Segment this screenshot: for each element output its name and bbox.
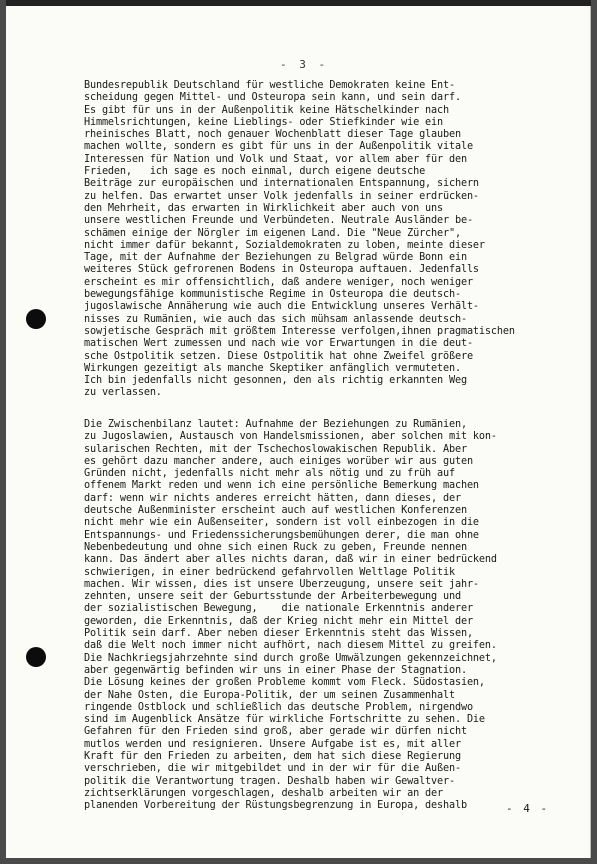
text-line: Politik sein darf. Aber neben dieser Erkenntnis steht das Wissen,	[84, 628, 473, 640]
text-line: Kraft für den Frieden zu arbeiten, dem hat sich diese Regierung	[84, 751, 461, 763]
paragraph-1	[84, 80, 574, 400]
text-line: darf: wenn wir nichts anderes erreicht hätten, dann dieses, der	[84, 492, 461, 504]
text-line: Tage, mit der Aufnahme der Beziehungen zu Belgrad würde Bonn ein	[84, 252, 467, 264]
text-line: Ich bin jedenfalls nicht gesonnen, den als richtig erkannten Weg	[84, 375, 467, 387]
text-line: machen. Wir wissen, dies ist unsere Überzeugung, unsere seit jahr-	[84, 578, 479, 590]
text-line: zichtserklärungen vorgeschlagen, deshalb arbeiten wir an der	[84, 787, 444, 799]
text-line: sche Ostpolitik setzen. Diese Ostpolitik hat ohne Zweifel größere	[84, 350, 473, 362]
text-line: mutlos werden und resignieren. Unsere Aufgabe ist es, mit aller	[84, 738, 461, 750]
text-line: geworden, die Erkenntnis, daß der Krieg nicht mehr ein Mittel der	[84, 615, 473, 627]
text-line: der Nahe Osten, die Europa-Politik, der um seinen Zusammenhalt	[84, 689, 455, 701]
text-line: Bundesrepublik Deutschland für westliche Demokraten keine Ent-	[84, 80, 455, 91]
text-line: es gehört dazu mancher andere, auch einiges worüber wir aus guten	[84, 455, 473, 467]
text-line: Die Lösung keines der großen Probleme kommt vom Fleck. Südostasien,	[84, 677, 485, 689]
text-line: weiteres Stück gefrorenen Bodens in Osteuropa auftauen. Jedenfalls	[84, 264, 479, 276]
text-line: verschrieben, die wir mitgebildet und in der wir für die Außen-	[84, 763, 461, 775]
text-line: Entspannungs- und Friedenssicherungsbemühungen derer, die man ohne	[84, 529, 479, 541]
text-line: nicht mehr wie ein Außenseiter, sondern ist voll einbezogen in die	[84, 517, 479, 529]
text-line: Himmelsrichtungen, keine Lieblings- oder Stiefkinder wie ein	[84, 116, 444, 128]
text-line: politik die Verantwortung tragen. Deshalb haben wir Gewaltver-	[84, 775, 455, 787]
punch-hole-upper	[26, 309, 46, 329]
text-line: rheinisches Blatt, noch genauer Wochenblatt dieser Tage glauben	[84, 129, 461, 141]
text-line: planenden Vorbereitung der Rüstungsbegrenzung in Europa, deshalb	[84, 800, 467, 812]
text-line: Interessen für Nation und Volk und Staat, vor allem aber für den	[84, 153, 467, 165]
text-line: sind im Augenblick Ansätze für wirkliche Fortschritte zu sehen. Die	[84, 714, 485, 726]
text-line: sularischen Rechten, mit der Tschechoslowakischen Republik. Aber	[84, 443, 467, 455]
text-line: ringende Ostblock und schließlich das deutsche Problem, nirgendwo	[84, 701, 473, 713]
text-line: Gründen nicht, jedenfalls nicht mehr als nötig und zu früh auf	[84, 468, 455, 480]
text-line: Es gibt für uns in der Außenpolitik keine Hätschelkinder nach	[84, 104, 449, 116]
text-line: matischen Wert zumessen und nach wie vor Erwartungen in die deut-	[84, 338, 473, 350]
text-line: jugoslawische Annäherung wie auch die Entwicklung unseres Verhält-	[84, 301, 479, 313]
text-line: Nebenbedeutung und ohne sich einen Ruck zu geben, Freunde nennen	[84, 541, 467, 553]
page-number-top: - 3 -	[280, 58, 329, 71]
text-line: der sozialistischen Bewegung, die nationale Erkenntnis anderer	[84, 603, 473, 615]
text-line: zehnten, unsere seit der Geburtsstunde der Arbeiterbewegung und	[84, 591, 461, 603]
text-line: Die Zwischenbilanz lautet: Aufnahme der Beziehungen zu Rumänien,	[84, 419, 467, 430]
text-line: zu verlassen.	[84, 387, 162, 399]
text-line: Gefahren für den Frieden sind groß, aber gerade wir dürfen nicht	[84, 726, 467, 738]
text-line: schämen einige der Nörgler im eigenen Land. Die "Neue Zürcher",	[84, 227, 461, 239]
text-line: daß die Welt noch immer nicht aufhört, nach diesem Mittel zu greifen.	[84, 640, 497, 652]
text-line: bewegungsfähige kommunistische Regime in Osteuropa die deutsch-	[84, 289, 461, 301]
text-line: den Mehrheit, das erwarten in Wirklichkeit aber auch von uns	[84, 202, 444, 214]
text-line: Beiträge zur europäischen und internationalen Entspannung, sichern	[84, 178, 479, 190]
text-line: nicht immer dafür bekannt, Sozialdemokraten zu loben, meinte dieser	[84, 239, 485, 251]
text-line: aber gegenwärtig befinden wir uns in einer Phase der Stagnation.	[84, 664, 467, 676]
text-line: unsere westlichen Freunde und Verbündeten. Neutrale Ausländer be-	[84, 215, 473, 227]
text-line: deutsche Außenminister erscheint auch auf westlichen Konferenzen	[84, 505, 467, 517]
text-line: kann. Das ändert aber alles nichts daran, daß wir in einer bedrückend	[84, 554, 497, 566]
paragraph-2	[84, 419, 574, 813]
text-line: offenem Markt reden und wenn ich eine persönliche Bemerkung machen	[84, 480, 479, 492]
text-line: machen wollte, sondern es gibt für uns in der Außenpolitik vitale	[84, 141, 473, 153]
text-line: nisses zu Rumänien, wie auch das sich mühsam anlassende deutsch-	[84, 313, 467, 325]
text-line: Die Nachkriegsjahrzehnte sind durch große Umwälzungen gekennzeichnet,	[84, 652, 497, 664]
text-line: zu Jugoslawien, Austausch von Handelsmissionen, aber solchen mit kon-	[84, 431, 497, 443]
text-line: zu helfen. Das erwartet unser Volk jedenfalls in seiner erdrücken-	[84, 190, 479, 202]
punch-hole-lower	[26, 647, 46, 667]
text-line: schwierigen, in einer bedrückend gefahrvollen Weltlage Politik	[84, 566, 455, 578]
text-line: erscheint es mir offensichtlich, daß andere weniger, noch weniger	[84, 276, 473, 288]
text-line: scheidung gegen Mittel- und Osteuropa sein kann, und sein darf.	[84, 92, 461, 104]
next-page-marker: - 4 -	[506, 802, 550, 815]
text-line: sowjetische Gespräch mit größtem Interesse verfolgen,ihnen pragmatischen	[84, 325, 515, 337]
text-line: Wirkungen gezeitigt als manche Skeptiker anfänglich vermuteten.	[84, 362, 461, 374]
text-line: Frieden, ich sage es noch einmal, durch eigene deutsche	[84, 166, 426, 178]
